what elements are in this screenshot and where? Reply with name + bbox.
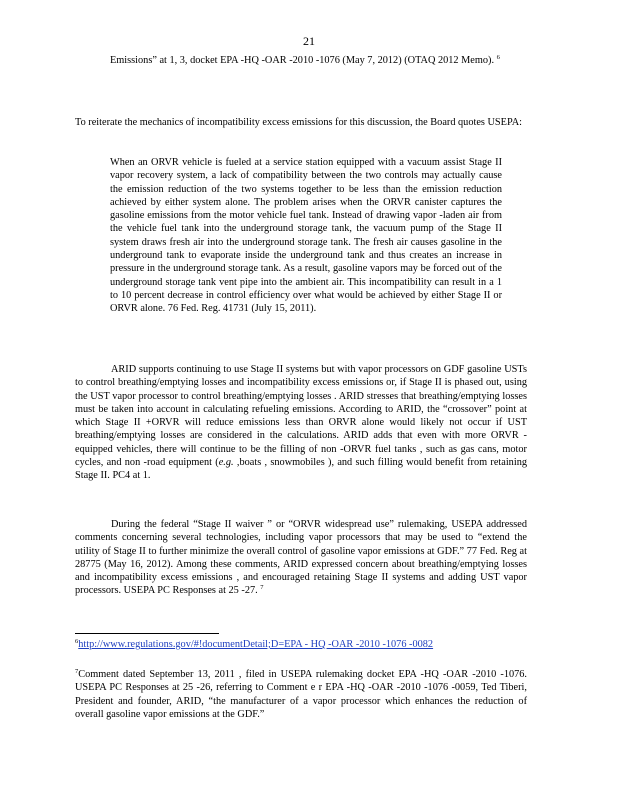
- footnote-6-number: 6: [75, 638, 79, 645]
- footnote-6-link[interactable]: http://www.regulations.gov/#!documentDetail;D=EPA - HQ -OAR -2010 -1076 -0082: [78, 639, 434, 650]
- block-quote: When an ORVR vehicle is fueled at a service station equipped with a vacuum assist Stage II vapor recovery system, a lack of compatibility between the two controls may actually cause the emission reduction of the two systems together to be less than the emission reduction achieved by either system alone. The problem arises when the ORVR canister captures the gasoline emissions from the motor vehicle fuel tank. Instead of drawing vapor -laden air from the vehicle fuel tank into the underground storage tank, the vacuum pump of the Stage II system draws fresh air into the underground storage tank. The fresh air causes gasoline in the underground tank to evaporate inside the underground tank and thus creates an increase in pressure in the underground storage tank. As a result, gasoline vapors may be forced out of the underground storage tank vent pipe into the ambient air. This incompatibility can result in a 1 to 10 percent decrease in control efficiency over what would be achieved by either Stage II or ORVR alone. 76 Fed. Reg. 41731 (July 15, 2011).: [110, 157, 502, 315]
- arid-paragraph-text: ARID supports continuing to use Stage II systems but with vapor processors on GDF gasoline USTs to control breathing/emptying losses and incompatibility excess emissions or, if Stage II is phased out, using the UST vapor processor to control breathing/emptying losses . ARID stresses that breathing/emptying losses must be taken into account in calculating refueling emissions. According to ARID, the “crossover” point at which Stage II +ORVR will reduce emissions less than ORVR alone would likely not occur if UST breathing/emptying losses are considered in the calculations. ARID adds that even with more ORVR -equipped vehicles, there will continue to be the filling of non -ORVR fuel tanks , such as gas cans, motor cycles, and non -road equipment (: [75, 364, 527, 469]
- waiver-paragraph: [75, 518, 527, 598]
- footnote-7-number: 7: [75, 668, 79, 675]
- waiver-paragraph-text: During the federal “Stage II waiver ” or “ORVR widespread use” rulemaking, USEPA addressed comments concerning several technologies, including vapor processors that may be used to “extend the utility of Stage II to further minimize the overall control of gasoline vapor emissions at GDF.” 77 Fed. Reg at 28775 (May 16, 2012). Among these comments, ARID expressed concern about breathing/emptying losses and incompatibility excess emissions , and encouraged retaining Stage II systems and adding UST vapor processors. USEPA PC Responses at 25 -27.: [75, 519, 527, 597]
- eg-abbreviation: e.g.: [218, 457, 234, 469]
- footnote-ref-7[interactable]: 7: [260, 584, 264, 592]
- footnote-6: [75, 638, 527, 651]
- page-number: 21: [303, 34, 315, 48]
- carryover-citation: [110, 54, 502, 67]
- footnote-7: [75, 668, 527, 721]
- intro-paragraph: To reiterate the mechanics of incompatibility excess emissions for this discussion, the Board quotes USEPA:: [75, 117, 523, 128]
- footnote-ref-6[interactable]: 6: [496, 54, 500, 61]
- footnote-separator: [75, 633, 219, 634]
- arid-paragraph: [75, 363, 527, 483]
- carryover-citation-text: Emissions” at 1, 3, docket EPA -HQ -OAR -2010 -1076 (May 7, 2012) (OTAQ 2012 Memo).: [110, 55, 495, 66]
- arid-paragraph-text-end: ,boats , snowmobiles ), and such filling would benefit from retaining Stage II. PC4 at 1.: [75, 457, 527, 482]
- footnote-7-text: Comment dated September 13, 2011 , filed in USEPA rulemaking docket EPA -HQ -OAR -2010 -1076. USEPA PC Responses at 25 -26, referring to Comment e r EPA -HQ -OAR -2010 -1076 -0059, Ted Tiberi, President and founder, ARID, “the manufacturer of a vapor processor which enhances the reduction of overall gasoline vapor emissions at the GDF.”: [75, 669, 527, 720]
